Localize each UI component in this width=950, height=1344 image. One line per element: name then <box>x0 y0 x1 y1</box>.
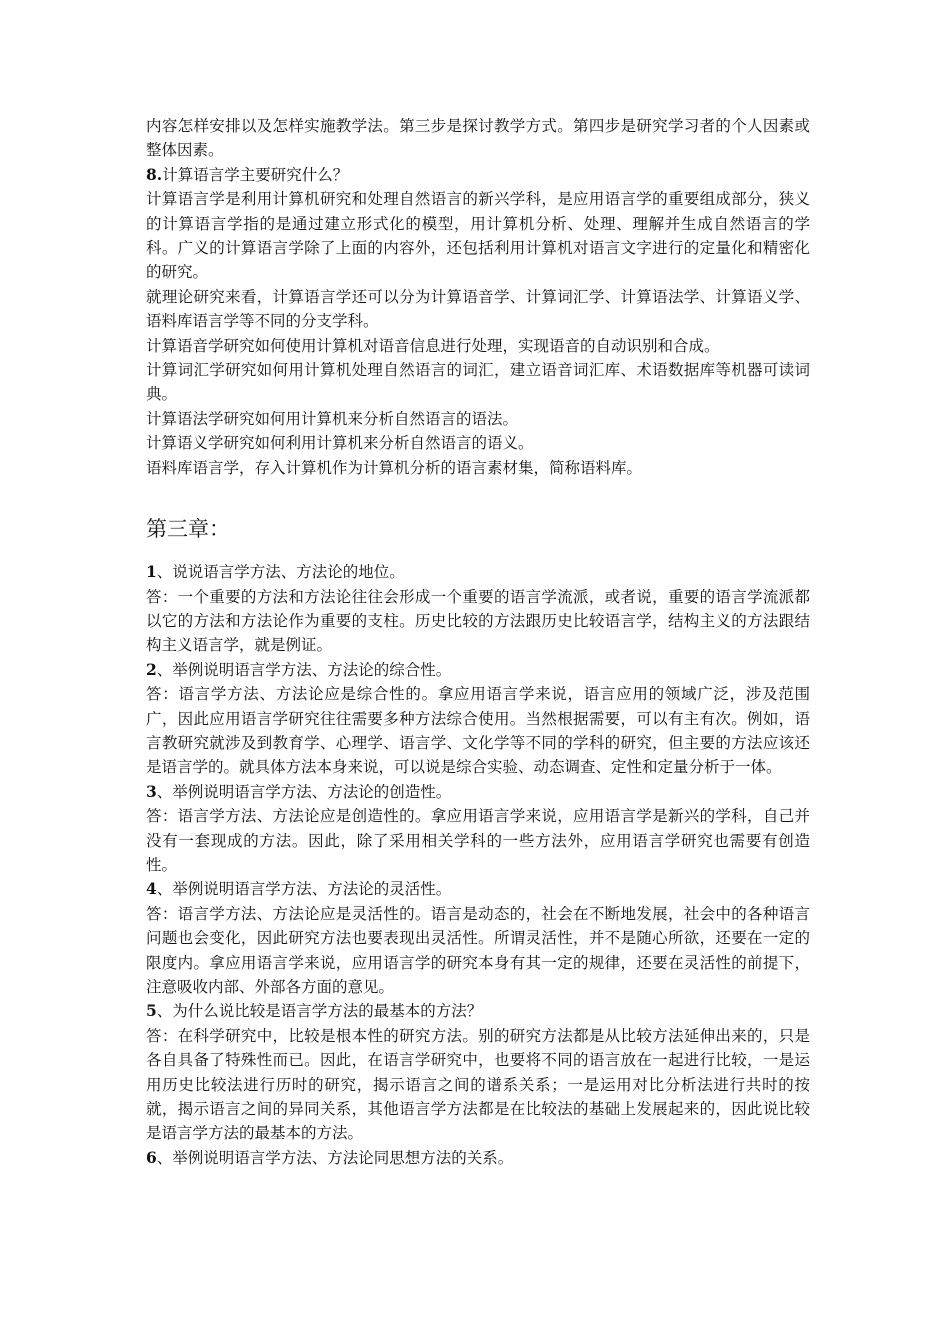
question-1 <box>146 560 810 584</box>
question-number: 2 <box>146 659 157 679</box>
question-number: 5 <box>146 1001 157 1021</box>
question-2 <box>146 658 810 682</box>
question-text: 计算语言学主要研究什么？ <box>162 165 349 184</box>
question-text: 、举例说明语言学方法、方法论的创造性。 <box>156 782 452 801</box>
question-number: 6 <box>146 1147 157 1167</box>
answer-1: 答：一个重要的方法和方法论往往会形成一个重要的语言学流派，或者说，重要的语言学流派都以它的方法和方法论作为重要的支柱。历史比较的方法跟历史比较语言学，结构主义的方法跟结构主义语言学，就是例证。 <box>146 587 810 655</box>
body-paragraph: 计算词汇学研究如何用计算机处理自然语言的词汇，建立语音词汇库、术语数据库等机器可读词典。 <box>146 361 810 404</box>
answer-3: 答：语言学方法、方法论应是创造性的。拿应用语言学来说，应用语言学是新兴的学科，自己并没有一套现成的方法。因此，除了采用相关学科的一些方法外，应用语言学研究也需要有创造性。 <box>146 807 810 874</box>
body-paragraph: 计算语义学研究如何利用计算机来分析自然语言的语义。 <box>146 434 534 453</box>
body-paragraph: 计算语音学研究如何使用计算机对语音信息进行处理，实现语音的自动识别和合成。 <box>146 336 720 355</box>
body-paragraph: 计算语法学研究如何用计算机来分析自然语言的语法。 <box>146 409 519 428</box>
question-text: 、为什么说比较是语言学方法的最基本的方法？ <box>156 1002 483 1021</box>
question-text: 、举例说明语言学方法、方法论的综合性。 <box>156 660 452 679</box>
question-3 <box>146 780 810 804</box>
body-paragraph: 计算语言学是利用计算机研究和处理自然语言的新兴学科，是应用语言学的重要组成部分，狭义的计算语言学指的是通过建立形式化的模型，用计算机分析、处理、理解并生成自然语言的学科。广义的计算语言学除了上面的内容外，还包括利用计算机对语言文字进行的定量化和精密化的研究。 <box>146 190 810 282</box>
answer-4: 答：语言学方法、方法论应是灵活性的。语言是动态的，社会在不断地发展，社会中的各种语言问题也会变化，因此研究方法也要表现出灵活性。所谓灵活性，并不是随心所欲，还要在一定的限度内。拿应用语言学来说，应用语言学的研究本身有其一定的规律，还要在灵活性的前提下，注意吸收内部、外部各方面的意见。 <box>146 904 810 996</box>
question-4 <box>146 877 810 901</box>
body-paragraph: 就理论研究来看，计算语言学还可以分为计算语音学、计算词汇学、计算语法学、计算语义学、语料库语言学等不同的分支学科。 <box>146 287 810 331</box>
question-number: 8. <box>146 164 163 184</box>
answer-5: 答：在科学研究中，比较是根本性的研究方法。别的研究方法都是从比较方法延伸出来的，只是各自具备了特殊性而已。因此，在语言学研究中，也要将不同的语言放在一起进行比较，一是运用历史比较法进行历时的研究，揭示语言之间的谱系关系；一是运用对比分析法进行共时的按就，揭示语言之间的异同关系，其他语言学方法都是在比较法的基础上发展起来的，因此说比较是语言学方法的最基本的方法。 <box>146 1026 810 1143</box>
question-text: 、举例说明语言学方法、方法论同思想方法的关系。 <box>156 1148 514 1167</box>
body-paragraph: 语料库语言学，存入计算机作为计算机分析的语言素材集，简称语料库。 <box>146 458 643 477</box>
intro-paragraph: 内容怎样安排以及怎样实施教学法。第三步是探讨教学方式。第四步是研究学习者的个人因素或整体因素。 <box>146 117 810 160</box>
question-number: 4 <box>146 879 157 899</box>
question-text: 、举例说明语言学方法、方法论的灵活性。 <box>156 880 452 899</box>
question-6 <box>146 1146 810 1170</box>
answer-2: 答：语言学方法、方法论应是综合性的。拿应用语言学来说，语言应用的领域广泛，涉及范围广，因此应用语言学研究往往需要多种方法综合使用。当然根据需要，可以有主有次。例如，语言教研究就涉及到教育学、心理学、语言学、文化学等不同的学科的研究，但主要的方法应该还是语言学的。就具体方法本身来说，可以说是综合实验、动态调查、定性和定量分析于一体。 <box>146 685 810 777</box>
chapter-heading: 第三章： <box>146 517 230 542</box>
question-number: 3 <box>146 781 157 801</box>
question-text: 、说说语言学方法、方法论的地位。 <box>156 563 405 582</box>
document-page <box>146 114 810 1170</box>
question-8 <box>146 163 810 187</box>
question-5 <box>146 999 810 1023</box>
question-number: 1 <box>146 562 157 582</box>
